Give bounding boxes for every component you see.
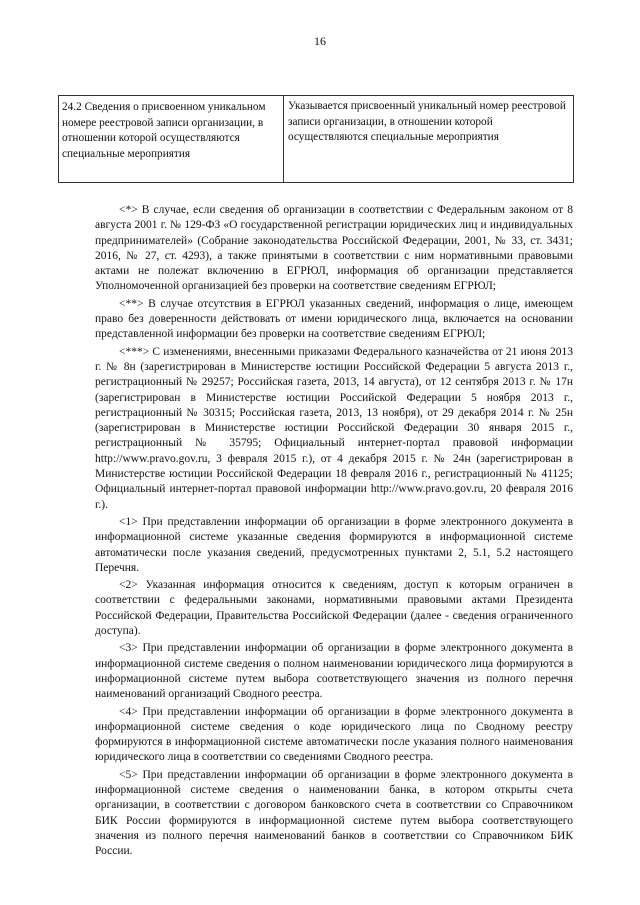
footnote-3: <3> При представлении информации об организации в форме электронного документа в информационной системе сведения о полном наименовании юридического лица формируются в информационной системе путем выбора соответствующего значения из полного перечня наименований организаций Сводного реестра. [95,642,573,701]
footnote-2: <2> Указанная информация относится к сведениям, доступ к которым ограничен в соответствии с федеральными законами, нормативными правовыми актами Президента Российской Федерации, Правительства Российской Федерации (далее - сведения ограниченного доступа). [95,579,573,638]
table-cell-field-description: Указывается присвоенный уникальный номер реестровой записи организации, в отношении которой осуществляются специальные мероприятия [288,100,566,144]
footnote-4: <4> При представлении информации об организации в форме электронного документа в информационной системе сведения о коде юридического лица по Сводному реестру формируются в информационной системе автоматически после указания полного наименования юридического лица в соответствии со сведениями Сводного реестра. [95,705,573,764]
footnotes [95,203,573,861]
footnote-asterisk-3: <***> С изменениями, внесенными приказами Федерального казначейства от 21 июня 2013 г. № 8н (зарегистрирован в Министерстве юстиции Российской Федерации 5 августа 2013 г., регистрационный № 29257; Российская газета, 2013, 14 августа), от 12 сентября 2013 г. № 17н (зарегистрирован в Министерстве юстиции Российской Федерации 5 ноября 2013 г., регистрационный № 30315; Российская газета, 2013, 13 ноября), от 29 декабря 2014 г. № 25н (зарегистрирован в Министерстве юстиции Российской Федерации 30 января 2015 г., регистрационный № 35795; Официальный интернет-портал правовой информации http://www.pravo.gov.ru, 3 февраля 2015 г.), от 4 декабря 2015 г. № 24н (зарегистрирован в Министерстве юстиции Российской Федерации 18 февраля 2016 г., регистрационный № 41125; Официальный интернет-портал правовой информации http://www.pravo.gov.ru, 20 февраля 2016 г.). [95,345,573,511]
footnote-1: <1> При представлении информации об организации в форме электронного документа в информационной системе указанные сведения формируются в информационной системе автоматически после указания сведений, предусмотренных пунктами 2, 5.1, 5.2 настоящего Перечня. [95,515,573,574]
footnote-asterisk-1: <*> В случае, если сведения об организации в соответствии с Федеральным законом от 8 августа 2001 г. № 129-ФЗ «О государственной регистрации юридических лиц и индивидуальных предпринимателей» (Собрание законодательства Российской Федерации, 2001, № 33, ст. 3431; 2016, № 27, ст. 4293), а также принятыми в соответствии с ним нормативными правовыми актами не полежат включению в ЕГРЮЛ, информация об организации представляется Уполномоченной организацией без проверки на соответствие сведениям ЕГРЮЛ; [95,204,573,293]
footnote-asterisk-2: <**> В случае отсутствия в ЕГРЮЛ указанных сведений, информация о лице, имеющем право без доверенности действовать от имени юридического лица, включается на основании представленной информации без проверки на соответствие сведениям ЕГРЮЛ; [95,297,573,341]
footnote-5: <5> При представлении информации об организации в форме электронного документа в информационной системе сведения о наименовании банка, в котором открыты счета организации, в соответствии с договором банковского счета в соответствии со Справочником БИК России формируются в информационной системе путем выбора соответствующего значения из полного перечня наименований банков в соответствии со Справочником БИК России. [95,768,573,858]
requisites-table [58,95,574,183]
table-cell-field-name: 24.2 Сведения о присвоенном уникальном номере реестровой записи организации, в отношении которой осуществляются специальные мероприятия [59,96,284,182]
page-number: 16 [314,34,326,48]
